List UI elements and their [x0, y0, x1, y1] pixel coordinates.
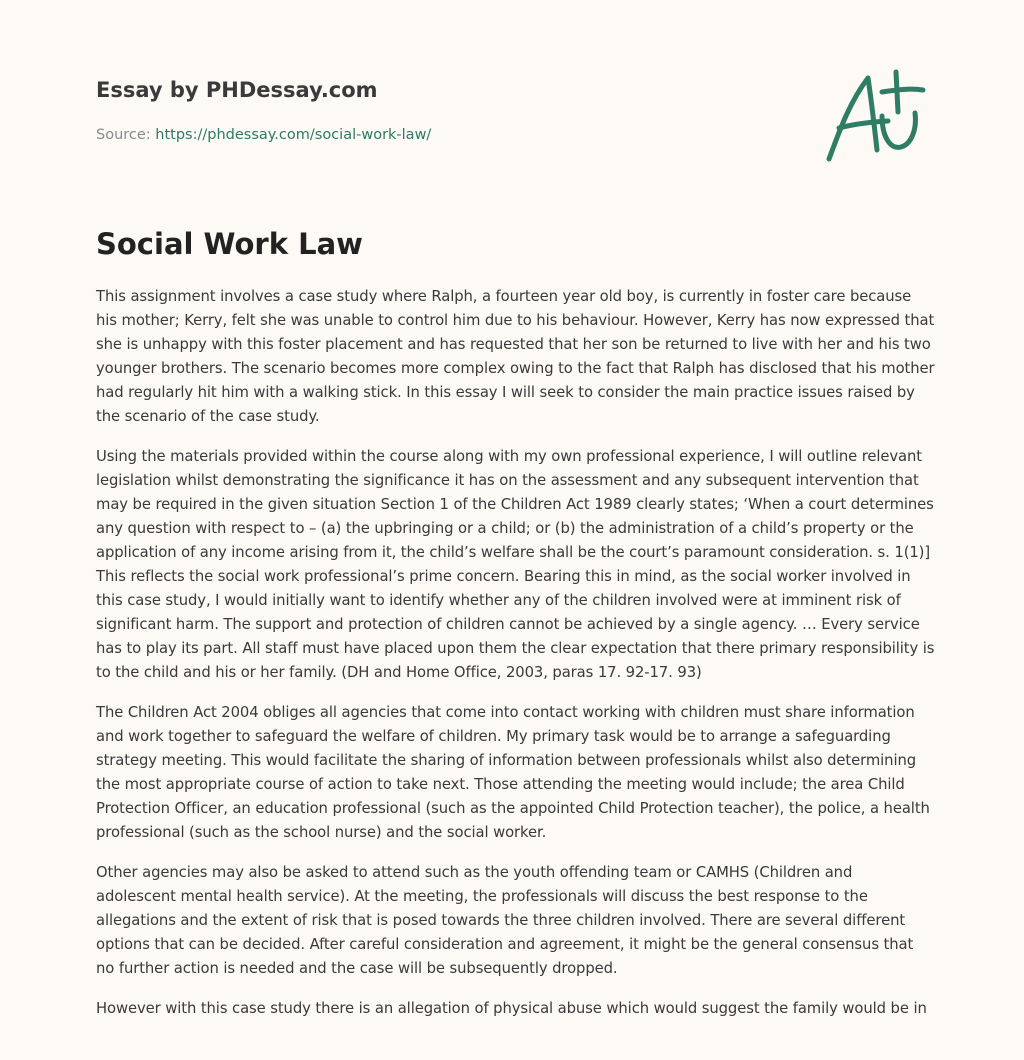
- site-brand: Essay by PHDessay.com: [96, 78, 378, 102]
- essay-paragraph: Other agencies may also be asked to attend such as the youth offending team or CAMHS (Children and adolescent mental health service). At the meeting, the professionals will discuss the best response to the allegations and the extent of risk that is posed towards the three children involved. There are several different options that can be decided. After careful consideration and agreement, it might be the general consensus that no further action is needed and the case will be subsequently dropped.: [96, 864, 914, 977]
- essay-title: Social Work Law: [96, 227, 363, 261]
- essay-body: [96, 285, 936, 1037]
- essay-paragraph: This assignment involves a case study where Ralph, a fourteen year old boy, is currently in foster care because his mother; Kerry, felt she was unable to control him due to his behaviour. However, Kerry has now expressed that she is unhappy with this foster placement and has requested that her son be returned to live with her and his two younger brothers. The scenario becomes more complex owing to the fact that Ralph has disclosed that his mother had regularly hit him with a walking stick. In this essay I will seek to consider the main practice issues raised by the scenario of the case study.: [96, 288, 935, 425]
- essay-header: [96, 76, 796, 145]
- source-line: [96, 125, 796, 145]
- essay-paragraph: Using the materials provided within the course along with my own professional experience, I will outline relevant legislation whilst demonstrating the significance it has on the assessment and any subsequent intervention that may be required in the given situation Section 1 of the Children Act 1989 clearly states; ‘When a court determines any question with respect to – (a) the upbringing or a child; or (b) the administration of a child’s property or the application of any income arising from it, the child’s welfare shall be the court’s paramount consideration. s. 1(1)] This reflects the social work professional’s prime concern. Bearing this in mind, as the social worker involved in this case study, I would initially want to identify whether any of the children involved were at imminent risk of significant harm. The support and protection of children cannot be achieved by a single agency. … Every service has to play its part. All staff must have placed upon them the clear expectation that there primary responsibility is to the child and his or her family. (DH and Home Office, 2003, paras 17. 92-17. 93): [96, 448, 935, 681]
- essay-paragraph: The Children Act 2004 obliges all agencies that come into contact working with children must share information and work together to safeguard the welfare of children. My primary task would be to arrange a safeguarding strategy meeting. This would facilitate the sharing of information between professionals whilst also determining the most appropriate course of action to take next. Those attending the meeting would include; the area Child Protection Officer, an education professional (such as the appointed Child Protection teacher), the police, a health professional (such as the school nurse) and the social worker.: [96, 704, 930, 841]
- essay-paragraph: However with this case study there is an allegation of physical abuse which would suggest the family would be in: [96, 1000, 927, 1017]
- source-label: Source:: [96, 127, 156, 143]
- source-link[interactable]: https://phdessay.com/social-work-law/: [155, 127, 432, 143]
- a-plus-grade-icon: [822, 68, 930, 166]
